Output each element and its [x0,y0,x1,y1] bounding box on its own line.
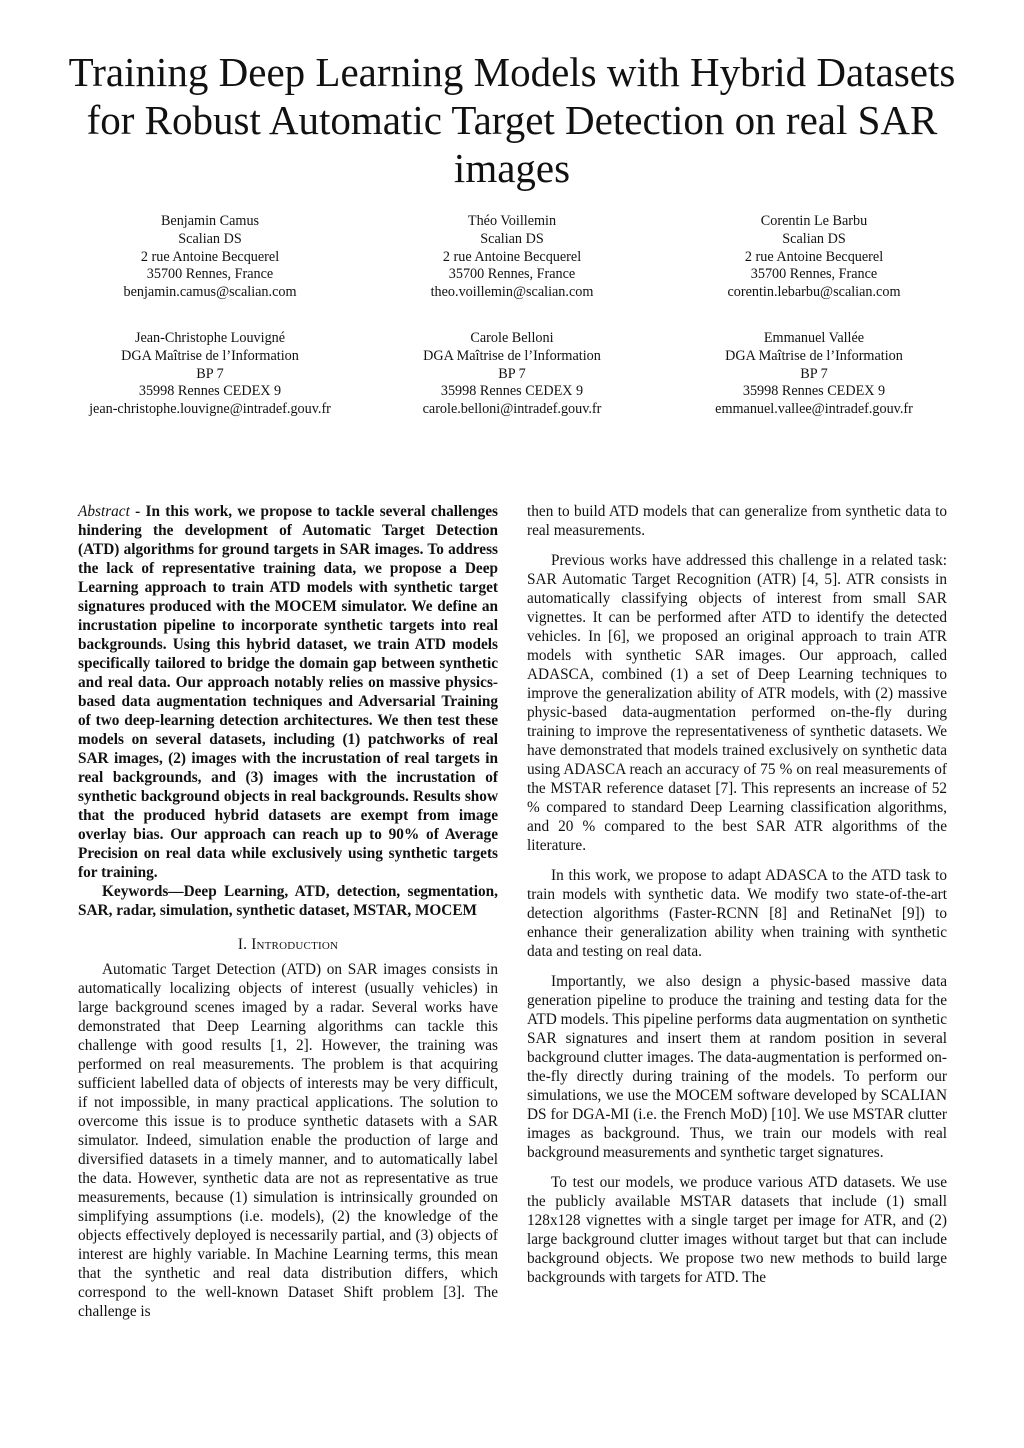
author-affiliation: Scalian DS [178,230,242,247]
intro-paragraph: Automatic Target Detection (ATD) on SAR images consists in automatically localizing objects of interest (usually vehicles) in large background scenes imaged by a radar. Several works have demonstrated that Deep Learning algorithms can tackle this challenge with good results [1, 2]. However, the training was performed on real measurements. The problem is that acquiring sufficient labelled data of objects of interests may be very difficult, if not impossible, in many practical applications. The solution to overcome this issue is to produce synthetic datasets with a SAR simulator. Indeed, simulation enable the production of large and diversified datasets in a timely manner, and to automatically label the data. However, synthetic data are not as representative as true measurements, because (1) simulation is intrinsically grounded on simplifying assumptions (i.e. models), (2) the knowledge of the objects effectively deployed is necessarily partial, and (3) objects of interest are highly variable. In Machine Learning terms, this mean that the synthetic and real data distribution differs, which correspond to the well-known Dataset Shift problem [3]. The challenge is [78,961,498,1320]
abstract-label: Abstract [78,503,130,520]
intro-paragraph: Previous works have addressed this challenge in a related task: SAR Automatic Target Recognition (ATR) [4, 5]. ATR consists in automatically classifying objects of interest from small SAR vignettes. It can be performed after ATD to identify the detected vehicles. In [6], we proposed an original approach to train ATR models with synthetic SAR images. Our approach, called ADASCA, combined (1) a set of Deep Learning techniques to improve the generalization ability of ATR models, with (2) massive physic-based data-augmentation performed on-the-fly during training to improve the representativeness of synthetic datasets. We have demonstrated that models trained exclusively on synthetic data using ADASCA reach an accuracy of 75 % on real measurements of the MSTAR reference dataset [7]. This represents an increase of 52 % compared to standard Deep Learning classification algorithms, and 20 % compared to the best SAR ATR algorithms of the literature. [527,552,947,854]
author-email: jean-christophe.louvigne@intradef.gouv.fr [89,401,331,418]
author-block [664,213,964,302]
section-heading-introduction: I. Introduction [237,936,339,953]
author-city: 35998 Rennes CEDEX 9 [742,383,886,400]
author-address: BP 7 [800,365,828,382]
intro-paragraph: To test our models, we produce various ATD datasets. We use the publicly available MSTAR datasets that include (1) small 128x128 vignettes with a single target per image for ATR, and (2) large background clutter images without target but that can include background objects. We propose two new methods to build large backgrounds with targets for ATD. The [527,1174,947,1286]
abstract [78,502,498,882]
author-affiliation: DGA Maîtrise de l’Information [121,347,299,364]
author-affiliation: DGA Maîtrise de l’Information [725,347,903,364]
author-name: Carole Belloni [470,330,554,346]
keywords: Keywords—Deep Learning, ATD, detection, segmentation, SAR, radar, simulation, synthetic dataset, MSTAR, MOCEM [78,883,498,919]
author-block [664,330,964,419]
author-city: 35998 Rennes CEDEX 9 [440,383,584,400]
author-row-1 [60,213,964,302]
author-block [362,213,662,302]
intro-paragraph: In this work, we propose to adapt ADASCA to the ATD task to train models with synthetic data. We modify two state-of-the-art detection algorithms (Faster-RCNN [8] and RetinaNet [9]) to enhance their generalization ability when training with synthetic data and testing on real data. [527,867,947,960]
author-block [60,213,360,302]
author-email: theo.voillemin@scalian.com [430,284,594,301]
paper-title: Training Deep Learning Models with Hybrid Datasets for Robust Automatic Target Detection on real SAR images [68,49,956,191]
author-city: 35998 Rennes CEDEX 9 [138,383,282,400]
author-name: Corentin Le Barbu [760,213,868,229]
author-name: Benjamin Camus [160,213,260,229]
author-address: 2 rue Antoine Becquerel [140,248,280,265]
author-name: Emmanuel Vallée [763,330,865,346]
intro-paragraph: Importantly, we also design a physic-based massive data generation pipeline to produce the training and testing data for the ATD models. This pipeline performs data augmentation on synthetic SAR signatures and insert them at random position in several background clutter images. The data-augmentation is performed on-the-fly directly during training of the models. To perform our simulations, we use the MOCEM software developed by SCALIAN DS for DGA-MI (i.e. the French MoD) [10]. We use MSTAR clutter images as background. Thus, we train our models with real background measurements and synthetic target signatures. [527,973,947,1161]
author-affiliation: Scalian DS [782,230,846,247]
author-name: Théo Voillemin [467,213,557,229]
author-address: 2 rue Antoine Becquerel [442,248,582,265]
author-email: benjamin.camus@scalian.com [123,284,297,301]
author-block [60,330,360,419]
author-city: 35700 Rennes, France [146,266,274,283]
author-row-2 [60,330,964,419]
left-column [78,502,498,1321]
abstract-text: - In this work, we propose to tackle several challenges hindering the development of Automatic Target Detection (ATD) algorithms for ground targets in SAR images. To address the lack of representative training data, we propose a Deep Learning approach to train ATD models with synthetic target signatures produced with the MOCEM simulator. We define an incrustation pipeline to incorporate synthetic targets into real backgrounds. Using this hybrid dataset, we train ATD models specifically tailored to bridge the domain gap between synthetic and real data. Our approach notably relies on massive physics-based data augmentation techniques and Adversarial Training of two deep-learning detection architectures. We then test these models on several datasets, including (1) patchworks of real SAR images, (2) images with the incrustation of real targets in real backgrounds, and (3) images with the incrustation of synthetic background objects in real backgrounds. Results show that the produced hybrid datasets are exempt from image overlay bias. Our approach can reach up to 90% of Average Precision on real data while exclusively using synthetic targets for training. [78,503,498,881]
intro-paragraph-continued: then to build ATD models that can generalize from synthetic data to real measurements. [527,503,947,539]
author-city: 35700 Rennes, France [750,266,878,283]
author-address: BP 7 [196,365,224,382]
author-email: emmanuel.vallee@intradef.gouv.fr [715,401,913,418]
author-email: corentin.lebarbu@scalian.com [727,284,901,301]
right-column [527,502,947,1287]
author-affiliation: DGA Maîtrise de l’Information [423,347,601,364]
author-address: BP 7 [498,365,526,382]
author-name: Jean-Christophe Louvigné [134,330,286,346]
author-affiliation: Scalian DS [480,230,544,247]
author-city: 35700 Rennes, France [448,266,576,283]
author-block [362,330,662,419]
author-email: carole.belloni@intradef.gouv.fr [422,401,602,418]
author-address: 2 rue Antoine Becquerel [744,248,884,265]
